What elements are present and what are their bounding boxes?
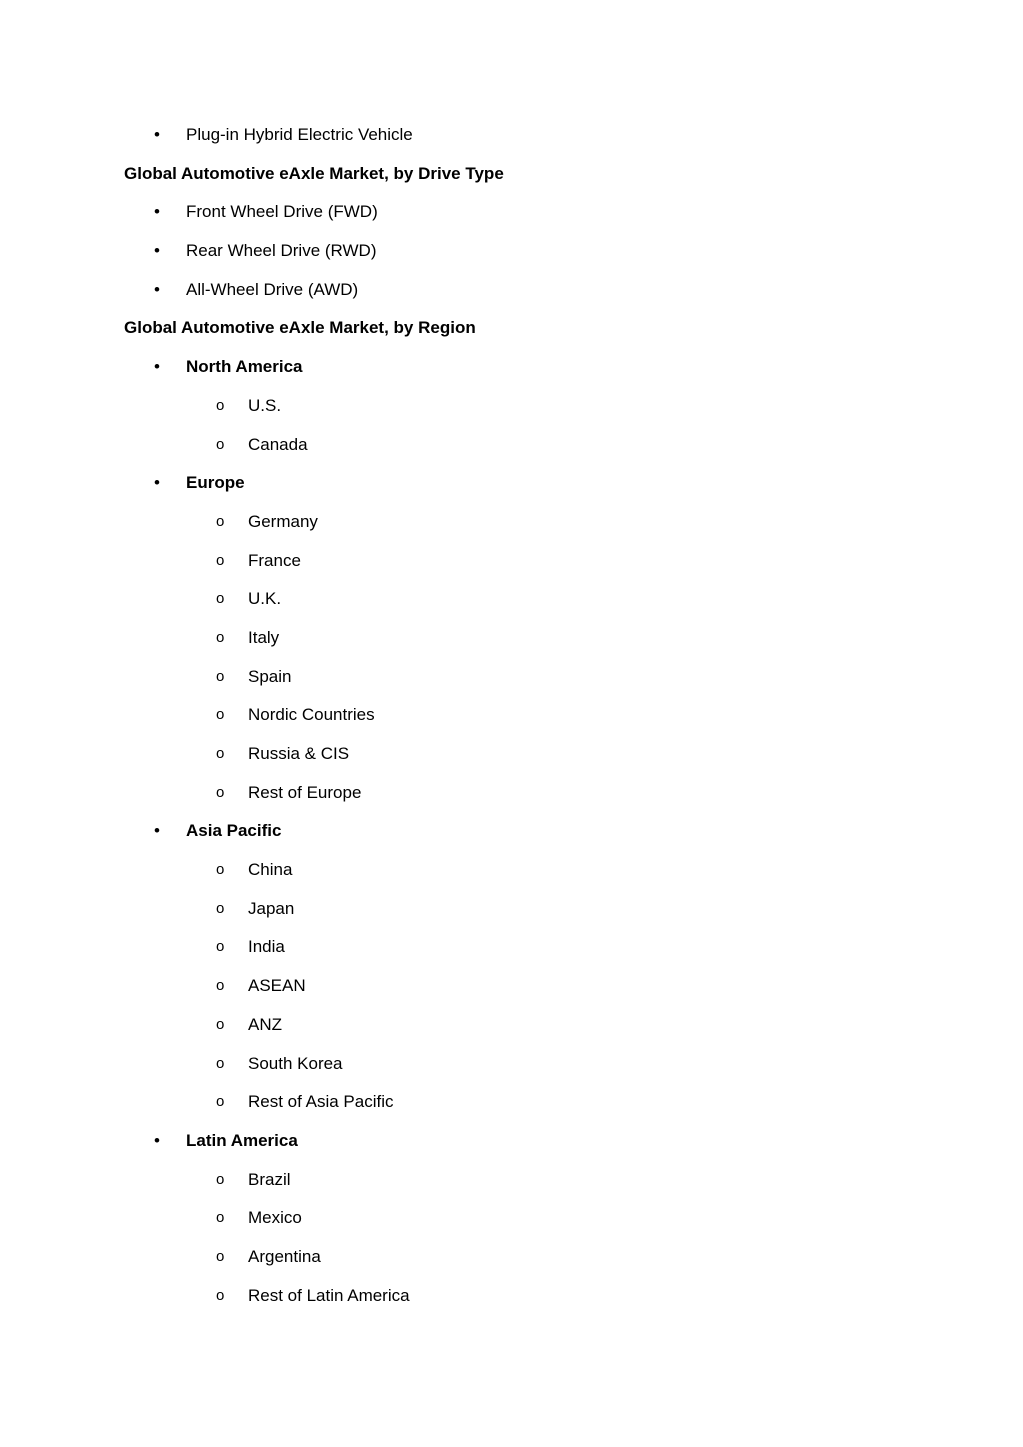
country-item bbox=[0, 774, 1023, 813]
region-item-asia-pacific bbox=[0, 812, 1023, 851]
circle-bullet-icon: o bbox=[216, 899, 225, 917]
country-item bbox=[0, 735, 1023, 774]
country-item bbox=[0, 426, 1023, 465]
document-page bbox=[0, 116, 1023, 1315]
country-name: India bbox=[248, 937, 285, 957]
country-item bbox=[0, 619, 1023, 658]
circle-bullet-icon: o bbox=[216, 551, 225, 569]
list-item-text: All-Wheel Drive (AWD) bbox=[186, 279, 359, 299]
country-name: ANZ bbox=[248, 1014, 282, 1034]
region-name: Asia Pacific bbox=[186, 821, 282, 841]
bullet-icon: • bbox=[154, 357, 160, 377]
country-item bbox=[0, 1045, 1023, 1084]
country-item bbox=[0, 967, 1023, 1006]
bullet-icon: • bbox=[154, 202, 160, 222]
circle-bullet-icon: o bbox=[216, 1170, 225, 1188]
country-name: Germany bbox=[248, 511, 318, 531]
country-name: ASEAN bbox=[248, 976, 306, 996]
circle-bullet-icon: o bbox=[216, 1286, 225, 1304]
region-name: North America bbox=[186, 357, 303, 377]
country-name: Rest of Asia Pacific bbox=[248, 1092, 394, 1112]
country-item bbox=[0, 1083, 1023, 1122]
country-name: U.K. bbox=[248, 589, 282, 609]
country-name: France bbox=[248, 550, 301, 570]
list-item bbox=[0, 193, 1023, 232]
circle-bullet-icon: o bbox=[216, 590, 225, 608]
region-name: Europe bbox=[186, 473, 245, 493]
bullet-icon: • bbox=[154, 473, 160, 493]
circle-bullet-icon: o bbox=[216, 628, 225, 646]
bullet-icon: • bbox=[154, 1130, 160, 1150]
circle-bullet-icon: o bbox=[216, 435, 225, 453]
country-item bbox=[0, 1006, 1023, 1045]
country-item bbox=[0, 658, 1023, 697]
country-name: Japan bbox=[248, 898, 295, 918]
country-item bbox=[0, 1277, 1023, 1316]
country-name: Rest of Europe bbox=[248, 782, 362, 802]
circle-bullet-icon: o bbox=[216, 396, 225, 414]
circle-bullet-icon: o bbox=[216, 977, 225, 995]
country-item bbox=[0, 1161, 1023, 1200]
list-item-text: Plug-in Hybrid Electric Vehicle bbox=[186, 125, 413, 144]
region-item-latin-america bbox=[0, 1122, 1023, 1161]
section-heading-region: Global Automotive eAxle Market, by Region bbox=[124, 318, 476, 338]
country-name: Argentina bbox=[248, 1246, 321, 1266]
country-item bbox=[0, 1238, 1023, 1277]
circle-bullet-icon: o bbox=[216, 512, 225, 530]
country-item bbox=[0, 696, 1023, 735]
circle-bullet-icon: o bbox=[216, 1054, 225, 1072]
country-item bbox=[0, 542, 1023, 581]
country-name: Rest of Latin America bbox=[248, 1285, 410, 1305]
circle-bullet-icon: o bbox=[216, 1093, 225, 1111]
country-name: Nordic Countries bbox=[248, 705, 375, 725]
list-item bbox=[0, 271, 1023, 310]
region-item-europe bbox=[0, 464, 1023, 503]
bullet-icon: • bbox=[154, 279, 160, 299]
bullet-icon: • bbox=[154, 821, 160, 841]
circle-bullet-icon: o bbox=[216, 667, 225, 685]
country-name: Spain bbox=[248, 666, 292, 686]
circle-bullet-icon: o bbox=[216, 745, 225, 762]
country-item bbox=[0, 503, 1023, 542]
list-item-text: Rear Wheel Drive (RWD) bbox=[186, 241, 377, 261]
country-name: U.S. bbox=[248, 395, 282, 415]
section-heading-drive-type: Global Automotive eAxle Market, by Drive Type bbox=[124, 163, 504, 183]
circle-bullet-icon: o bbox=[216, 938, 225, 956]
country-item bbox=[0, 890, 1023, 929]
region-name: Latin America bbox=[186, 1130, 298, 1150]
country-name: Mexico bbox=[248, 1208, 302, 1228]
bullet-icon: • bbox=[154, 241, 160, 261]
circle-bullet-icon: o bbox=[216, 1209, 225, 1227]
country-name: Canada bbox=[248, 434, 308, 454]
list-item-text: Front Wheel Drive (FWD) bbox=[186, 202, 378, 222]
circle-bullet-icon: o bbox=[216, 706, 225, 724]
circle-bullet-icon: o bbox=[216, 861, 225, 879]
country-name: Russia & CIS bbox=[248, 744, 350, 763]
country-item bbox=[0, 928, 1023, 967]
list-item bbox=[0, 116, 1023, 155]
country-name: Italy bbox=[248, 627, 280, 647]
bullet-icon: • bbox=[154, 125, 160, 144]
country-item bbox=[0, 387, 1023, 426]
region-item-north-america bbox=[0, 348, 1023, 387]
circle-bullet-icon: o bbox=[216, 1015, 225, 1033]
circle-bullet-icon: o bbox=[216, 1247, 225, 1265]
country-item bbox=[0, 580, 1023, 619]
list-item bbox=[0, 232, 1023, 271]
country-name: Brazil bbox=[248, 1169, 291, 1189]
country-name: South Korea bbox=[248, 1053, 343, 1073]
country-name: China bbox=[248, 860, 293, 880]
country-item bbox=[0, 851, 1023, 890]
circle-bullet-icon: o bbox=[216, 783, 225, 801]
country-item bbox=[0, 1199, 1023, 1238]
